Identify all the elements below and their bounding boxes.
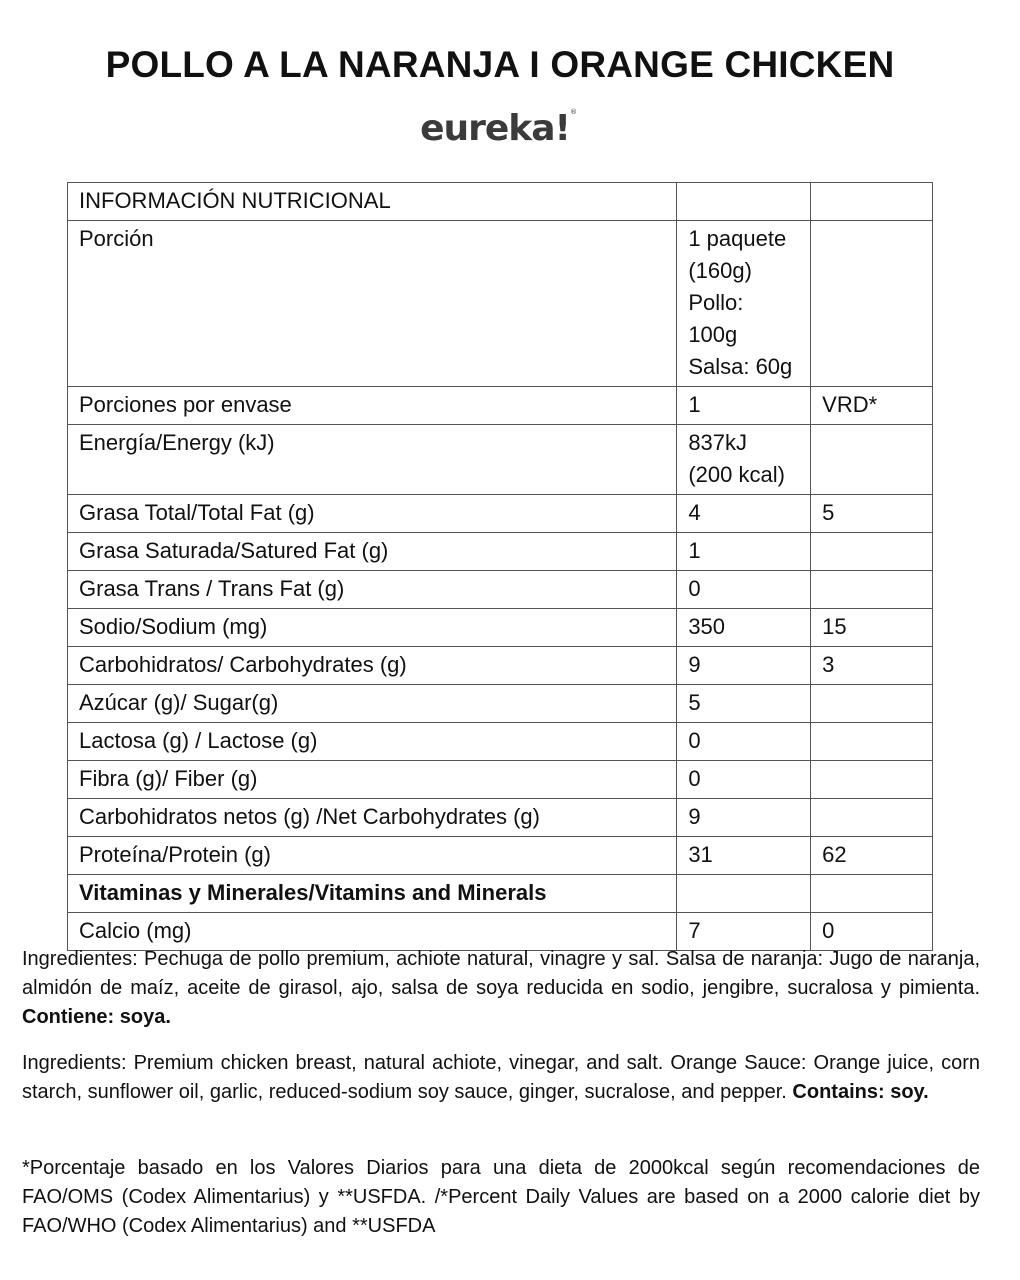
- ingredients-spanish-text: Ingredientes: Pechuga de pollo premium, achiote natural, vinagre y sal. Salsa de naranja: Jugo de naranja, almidón de maíz, aceite de girasol, ajo, salsa de soya reducida en sodio, jengibre, sucralosa y pimienta.: [22, 948, 980, 999]
- nutrition-row: [68, 387, 933, 425]
- nutrition-row: [68, 571, 933, 609]
- nutrient-vrd: [811, 425, 933, 495]
- brand-logo: [0, 108, 990, 149]
- nutrient-amount: 9: [677, 647, 811, 685]
- nutrient-amount: 1 paquete (160g) Pollo: 100g Salsa: 60g: [677, 221, 811, 387]
- nutrient-label: Sodio/Sodium (mg): [68, 609, 677, 647]
- nutrient-vrd: [811, 761, 933, 799]
- nutrient-label: INFORMACIÓN NUTRICIONAL: [68, 183, 677, 221]
- nutrition-table-body: [68, 183, 933, 951]
- nutrition-row: [68, 723, 933, 761]
- nutrient-vrd: [811, 533, 933, 571]
- nutrient-label: Energía/Energy (kJ): [68, 425, 677, 495]
- nutrition-row: [68, 685, 933, 723]
- nutrient-label: Porción: [68, 221, 677, 387]
- nutrient-amount: [677, 183, 811, 221]
- nutrient-label: Lactosa (g) / Lactose (g): [68, 723, 677, 761]
- nutrient-label: Calcio (mg): [68, 913, 677, 951]
- ingredients-spanish: [22, 945, 980, 1032]
- nutrient-label: Grasa Trans / Trans Fat (g): [68, 571, 677, 609]
- ingredients-english: [22, 1049, 980, 1107]
- nutrient-vrd: 62: [811, 837, 933, 875]
- nutrient-amount: 0: [677, 723, 811, 761]
- nutrient-label: Proteína/Protein (g): [68, 837, 677, 875]
- nutrient-vrd: [811, 221, 933, 387]
- nutrient-vrd: [811, 183, 933, 221]
- brand-name: eureka! ®: [420, 108, 576, 149]
- nutrient-vrd: 0: [811, 913, 933, 951]
- nutrient-vrd: [811, 571, 933, 609]
- allergen-english: Contains: soy.: [792, 1081, 929, 1103]
- nutrient-vrd: [811, 723, 933, 761]
- allergen-spanish: Contiene: soya.: [22, 1006, 171, 1028]
- nutrient-label: Azúcar (g)/ Sugar(g): [68, 685, 677, 723]
- nutrient-vrd: 15: [811, 609, 933, 647]
- nutrient-label: Carbohidratos/ Carbohydrates (g): [68, 647, 677, 685]
- nutrient-label: Vitaminas y Minerales/Vitamins and Minerals: [68, 875, 677, 913]
- nutrient-amount: 4: [677, 495, 811, 533]
- nutrient-label: Grasa Total/Total Fat (g): [68, 495, 677, 533]
- nutrient-label: Porciones por envase: [68, 387, 677, 425]
- nutrient-amount: 1: [677, 387, 811, 425]
- nutrient-vrd: 5: [811, 495, 933, 533]
- nutrient-amount: 9: [677, 799, 811, 837]
- nutrient-amount: 5: [677, 685, 811, 723]
- nutrition-row: [68, 647, 933, 685]
- nutrition-row: [68, 221, 933, 387]
- nutrition-table: [67, 182, 933, 951]
- nutrient-vrd: [811, 799, 933, 837]
- nutrition-row: [68, 799, 933, 837]
- nutrient-amount: 0: [677, 571, 811, 609]
- nutrition-row: [68, 533, 933, 571]
- nutrition-row: [68, 875, 933, 913]
- nutrient-label: Fibra (g)/ Fiber (g): [68, 761, 677, 799]
- ingredients-english-text: Ingredients: Premium chicken breast, natural achiote, vinegar, and salt. Orange Sauce: Orange juice, corn starch, sunflower oil, garlic, reduced-sodium soy sauce, ginger, sucralose, and pepper.: [22, 1052, 980, 1103]
- nutrient-amount: 1: [677, 533, 811, 571]
- nutrition-row: [68, 837, 933, 875]
- nutrient-amount: 0: [677, 761, 811, 799]
- nutrient-vrd: 3: [811, 647, 933, 685]
- nutrient-vrd: [811, 685, 933, 723]
- footnote: *Porcentaje basado en los Valores Diarios para una dieta de 2000kcal según recomendaciones de FAO/OMS (Codex Alimentarius) y **USFDA. /*Percent Daily Values are based on a 2000 calorie diet by FAO/WHO (Codex Alimentarius) and **USFDA: [22, 1157, 980, 1237]
- nutrient-label: Grasa Saturada/Satured Fat (g): [68, 533, 677, 571]
- nutrient-amount: 350: [677, 609, 811, 647]
- nutrition-row: [68, 609, 933, 647]
- nutrition-row: [68, 761, 933, 799]
- nutrition-row: [68, 495, 933, 533]
- nutrient-amount: [677, 875, 811, 913]
- nutrient-vrd: [811, 875, 933, 913]
- nutrient-amount: 837kJ (200 kcal): [677, 425, 811, 495]
- nutrient-label: Carbohidratos netos (g) /Net Carbohydrates (g): [68, 799, 677, 837]
- registered-mark: ®: [569, 108, 576, 116]
- nutrition-row: [68, 425, 933, 495]
- nutrient-amount: 7: [677, 913, 811, 951]
- nutrient-vrd: VRD*: [811, 387, 933, 425]
- page-title: POLLO A LA NARANJA I ORANGE CHICKEN: [105, 44, 895, 85]
- nutrient-amount: 31: [677, 837, 811, 875]
- nutrition-row: [68, 183, 933, 221]
